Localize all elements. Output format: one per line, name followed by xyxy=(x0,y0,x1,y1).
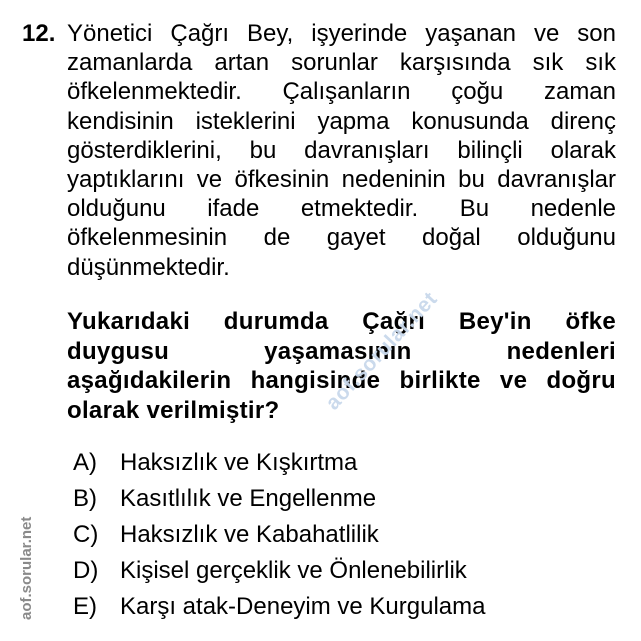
watermark-diagonal: aof.sorular.net xyxy=(321,287,442,415)
watermark-side: aof.sorular.net xyxy=(18,516,35,620)
option-text: Kasıtlılık ve Engellenme xyxy=(120,485,377,512)
question-stem xyxy=(67,19,616,282)
option-e[interactable] xyxy=(73,589,485,625)
stem-line: zamanlarda artan sorunlar karşısında sık sık xyxy=(67,49,616,77)
option-text: Karşı atak-Deneyim ve Kurgulama xyxy=(120,593,486,620)
prompt-line: duygusu yaşamasının nedenleri xyxy=(67,337,616,365)
option-c[interactable] xyxy=(73,517,485,553)
option-letter: A) xyxy=(73,449,97,476)
prompt-line: olarak verilmiştir? xyxy=(67,396,280,424)
option-text: Haksızlık ve Kışkırtma xyxy=(120,449,358,476)
option-a[interactable] xyxy=(73,445,485,481)
option-text: Kişisel gerçeklik ve Önlenebilirlik xyxy=(120,557,467,584)
prompt-line: aşağıdakilerin hangisinde birlikte ve doğru xyxy=(67,367,616,394)
option-text: Haksızlık ve Kabahatlilik xyxy=(120,521,379,548)
option-b[interactable] xyxy=(73,481,485,517)
prompt-line: Yukarıdaki durumda Çağrı Bey'in öfke xyxy=(67,308,616,335)
option-letter: C) xyxy=(73,521,99,548)
stem-line: öfkelenmesinin de gayet doğal olduğunu xyxy=(67,224,616,252)
question-number: 12. xyxy=(22,20,56,47)
stem-line: olduğunu ifade etmektedir. Bu nedenle xyxy=(67,195,616,223)
stem-line: öfkelenmektedir. Çalışanların çoğu zaman xyxy=(67,78,616,106)
option-letter: B) xyxy=(73,485,97,512)
stem-line: kendisinin isteklerini yapma konusunda direnç xyxy=(67,107,616,135)
option-letter: E) xyxy=(73,593,97,620)
stem-line: gösterdiklerini, bu davranışları bilinçli olarak xyxy=(67,136,616,164)
stem-line: yaptıklarını ve öfkesinin nedeninin bu davranışlar xyxy=(67,165,616,193)
answer-options xyxy=(73,445,485,625)
option-letter: D) xyxy=(73,557,99,584)
option-d[interactable] xyxy=(73,553,485,589)
stem-line: düşünmektedir. xyxy=(67,253,230,281)
stem-line: Yönetici Çağrı Bey, işyerinde yaşanan ve son xyxy=(67,20,616,47)
